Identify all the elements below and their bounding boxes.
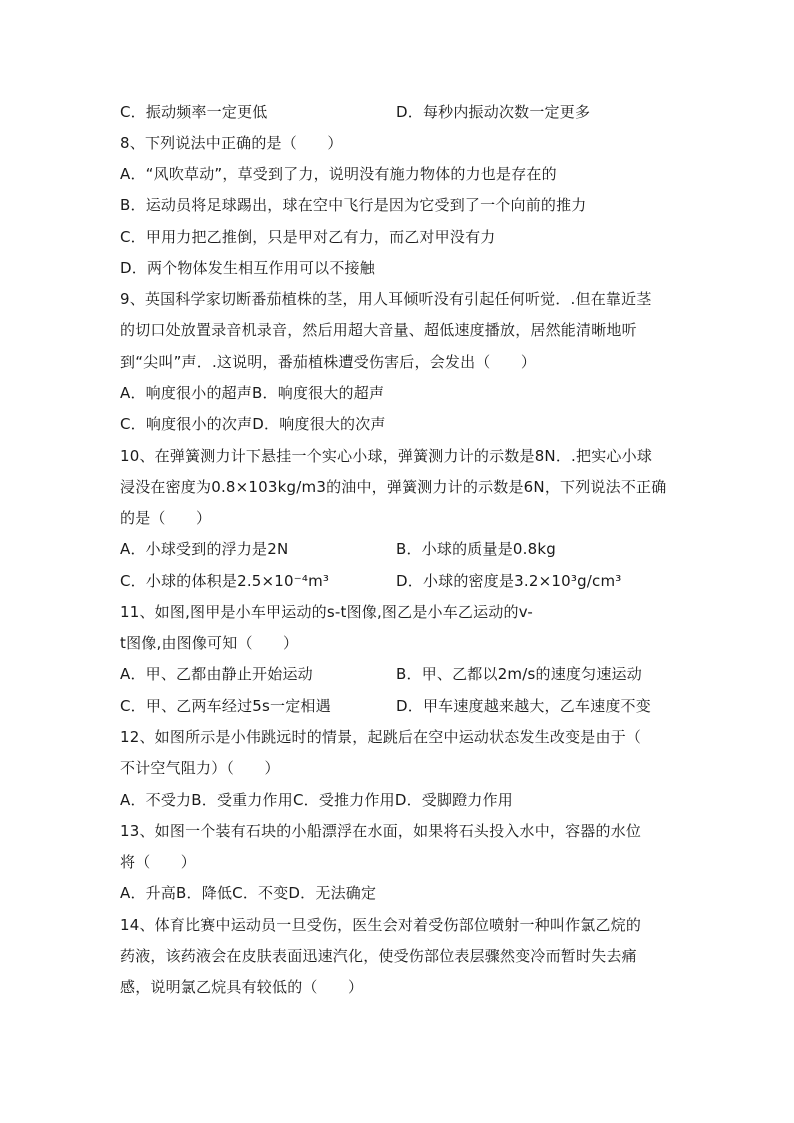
question-14-line2: 药液，该药液会在皮肤表面迅速汽化，使受伤部位表层骤然变冷而暂时失去痛 [120,947,637,965]
question-11-line2: t图像,由图像可知（ ） [120,634,299,652]
question-9-line1: 9、英国科学家切断番茄植株的茎，用人耳倾听没有引起任何听觉．.但在靠近茎 [120,290,652,308]
question-13-line2: 将（ ） [120,853,197,871]
option-8c: C．甲用力把乙推倒，只是甲对乙有力，而乙对甲没有力 [120,228,496,246]
option-11b: B．甲、乙都以2m/s的速度匀速运动 [396,665,642,683]
question-8: 8、下列说法中正确的是（ ） [120,134,343,152]
option-10b: B．小球的质量是0.8kg [396,540,556,558]
question-10-line3: 的是（ ） [120,509,212,527]
option-13: A．升高B．降低C．不变D．无法确定 [120,884,377,902]
question-12-line2: 不计空气阻力）（ ） [120,759,280,777]
option-9cd: C．响度很小的次声D．响度很大的次声 [120,415,386,433]
question-11-line1: 11、如图,图甲是小车甲运动的s-t图像,图乙是小车乙运动的v- [120,603,534,621]
option-11c: C．甲、乙两车经过5s一定相遇 [120,697,331,715]
option-10a: A．小球受到的浮力是2N [120,540,289,558]
question-10-line2: 浸没在密度为0.8×103kg/m3的油中，弹簧测力计的示数是6N，下列说法不正确 [120,478,667,496]
option-8b: B．运动员将足球踢出，球在空中飞行是因为它受到了一个向前的推力 [120,196,587,214]
option-7c: C．振动频率一定更低 [120,103,268,121]
question-9-line3: 到“尖叫”声．.这说明，番茄植株遭受伤害后，会发出（ ） [120,353,537,371]
option-8a: A．“风吹草动”，草受到了力，说明没有施力物体的力也是存在的 [120,165,557,183]
option-10c: C．小球的体积是2.5×10⁻⁴m³ [120,572,330,590]
question-12-line1: 12、如图所示是小伟跳远时的情景，起跳后在空中运动状态发生改变是由于（ [120,728,642,746]
question-9-line2: 的切口处放置录音机录音，然后用超大音量、超低速度播放，居然能清晰地听 [120,321,637,339]
question-10-line1: 10、在弹簧测力计下悬挂一个实心小球，弹簧测力计的示数是8N．.把实心小球 [120,447,653,465]
question-14-line3: 感，说明氯乙烷具有较低的（ ） [120,978,364,996]
option-12: A．不受力B．受重力作用C．受推力作用D．受脚蹬力作用 [120,791,513,809]
question-14-line1: 14、体育比赛中运动员一旦受伤，医生会对着受伤部位喷射一种叫作氯乙烷的 [120,916,642,934]
option-10d: D．小球的密度是3.2×10³g/cm³ [396,572,622,590]
question-13-line1: 13、如图一个装有石块的小船漂浮在水面，如果将石头投入水中，容器的水位 [120,822,642,840]
option-11a: A．甲、乙都由静止开始运动 [120,665,313,683]
option-8d: D．两个物体发生相互作用可以不接触 [120,259,375,277]
option-11d: D．甲车速度越来越大，乙车速度不变 [396,697,651,715]
option-9ab: A．响度很小的超声B．响度很大的超声 [120,384,385,402]
option-7d: D．每秒内振动次数一定更多 [396,103,591,121]
